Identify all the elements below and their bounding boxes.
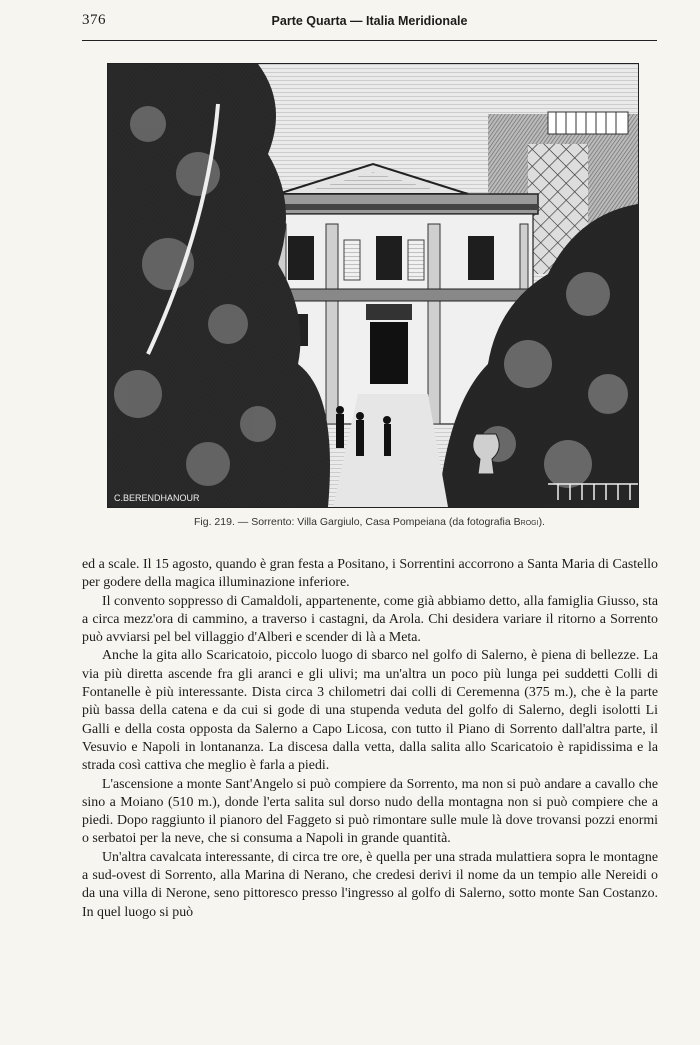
caption-photo-credit: Brogi bbox=[513, 516, 539, 528]
engraver-signature: C.BERENDHANOUR bbox=[114, 493, 200, 503]
figure-caption bbox=[82, 516, 657, 528]
running-head: Parte Quarta — Italia Meridionale bbox=[271, 14, 468, 28]
page-number: 376 bbox=[82, 12, 106, 28]
engraving-illustration bbox=[108, 64, 638, 507]
paragraph: L'ascensione a monte Sant'Angelo si può compiere da Sorrento, ma non si può andare a cavallo che sino a Moiano (510 m.), donde l'erta salita sul dorso nudo della montagna non si può compiere che a piedi. Dopo raggiunto il pianoro del Faggeto si può rimontare sulle mule là dove trovansi pozzi enormi o serbatoi per la neve, che si consuma a Napoli in grande quantità. bbox=[82, 776, 658, 847]
header-rule bbox=[82, 40, 657, 41]
paragraph: ed a scale. Il 15 agosto, quando è gran festa a Positano, i Sorrentini accorrono a Santa Maria di Castello per godere della magica illuminazione inferiore. bbox=[82, 557, 658, 591]
figure-engraving bbox=[107, 63, 639, 508]
paragraph: Il convento soppresso di Camaldoli, appartenente, come già abbiamo detto, alla famiglia Giusso, sta a circa mezz'ora di cammino, a traverso i castagni, da Arola. Chi desidera variare il ritorno a Sorrento può avviarsi pel bel villaggio d'Alberi e scender di là a Meta. bbox=[82, 593, 658, 646]
body-text bbox=[82, 556, 658, 922]
paragraph: Anche la gita allo Scaricatoio, piccolo luogo di sbarco nel golfo di Salerno, è piena di bellezze. La via più diretta ascende fra gli aranci e gli ulivi; ma un'altra un poco più lunga pei suddetti Colli di Fontanelle è più interessante. Dista circa 3 chilometri dai colli di Ceremenna (375 m.), che è la parte più bassa della catena e da cui si gode di una stupenda veduta del golfo di Salerno, degli isolotti Li Galli e della costa opposta da Salerno a Capo Licosa, con tutto il Piano di Sorrento dall'altra parte, il Vesuvio e Napoli in lontananza. La discesa dalla vetta, dalla salita allo Scaricatoio è rapidissima e la strada così cattiva che meglio è farla a piedi. bbox=[82, 648, 658, 774]
caption-text: Fig. 219. — Sorrento: Villa Gargiulo, Casa Pompeiana (da fotografia bbox=[194, 516, 514, 528]
caption-end: ). bbox=[538, 516, 545, 528]
paragraph: Un'altra cavalcata interessante, di circa tre ore, è quella per una strada mulattiera sopra le montagne a sud-ovest di Sorrento, alla Marina di Nerano, che credesi derivi il nome da un tempio alle Nereidi o da una villa di Nerone, seno pittoresco presso l'ingresso al golfo di Salerno, sotto monte San Costanzo. In quel luogo si può bbox=[82, 849, 658, 920]
page-header bbox=[82, 10, 657, 36]
